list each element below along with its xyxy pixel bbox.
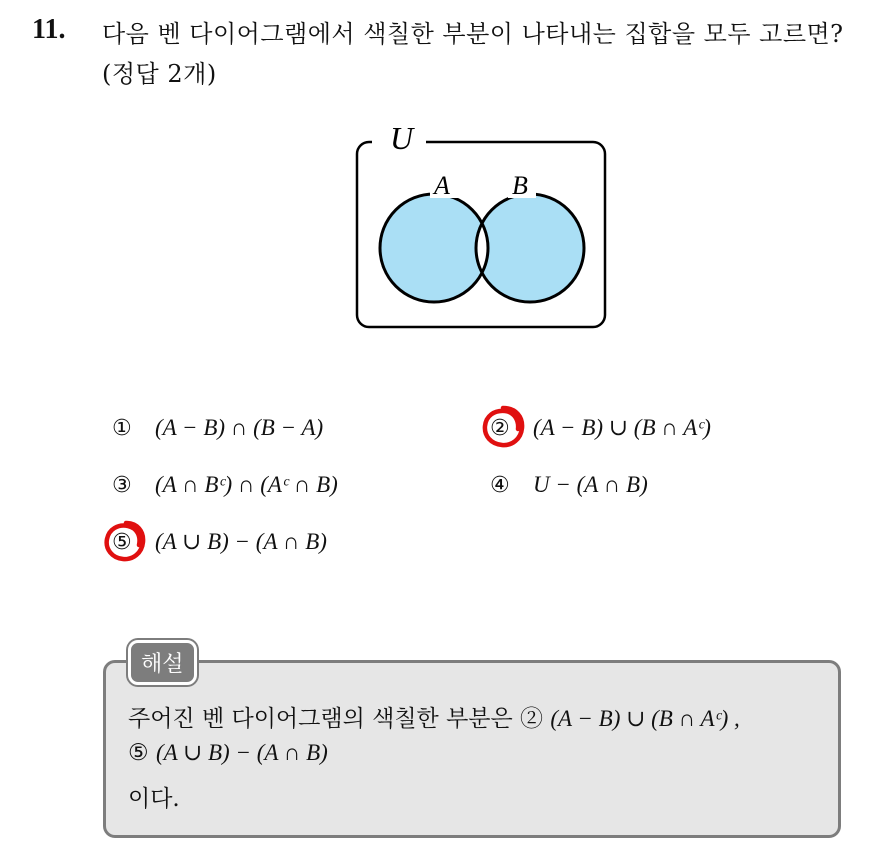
solution-tag: 해설 — [128, 640, 197, 685]
option-4[interactable] — [490, 472, 648, 498]
solution-line-2 — [128, 740, 328, 766]
set-b-label: B — [512, 171, 528, 200]
option-number: ① — [112, 416, 132, 441]
option-number: ③ — [112, 473, 132, 498]
option-number: ④ — [490, 473, 510, 498]
question-number: 11. — [32, 14, 66, 45]
option-5[interactable] — [112, 529, 327, 555]
solution-line-3: 이다. — [128, 786, 180, 812]
option-3[interactable] — [112, 472, 338, 498]
solution-number: ② — [520, 706, 544, 732]
option-expression: U − (A ∩ B) — [533, 472, 648, 497]
solution-expression: (A ∪ B) − (A ∩ B) — [155, 740, 328, 765]
solution-number: ⑤ — [128, 740, 149, 766]
option-2[interactable] — [490, 415, 711, 441]
universal-set-label: U — [390, 120, 414, 156]
option-expression: (A ∪ B) − (A ∩ B) — [155, 529, 327, 554]
option-expression: (A − B) ∩ (B − A) — [155, 415, 324, 440]
venn-diagram — [350, 118, 612, 332]
option-expression: (A ∩ Bᶜ) ∩ (Aᶜ ∩ B) — [155, 472, 338, 497]
set-a-label: A — [434, 171, 450, 200]
option-1[interactable] — [112, 415, 323, 441]
solution-text: 주어진 벤 다이어그램의 색칠한 부분은 — [128, 706, 513, 732]
option-expression: (A − B) ∪ (B ∩ Aᶜ) — [533, 415, 711, 440]
option-number: ② — [490, 416, 510, 441]
solution-expression: (A − B) ∪ (B ∩ Aᶜ) , — [550, 706, 740, 731]
question-text: 다음 벤 다이어그램에서 색칠한 부분이 나타내는 집합을 모두 고르면?(정답 2개) — [102, 20, 844, 88]
option-number: ⑤ — [112, 530, 132, 555]
solution-line-1 — [128, 700, 740, 733]
